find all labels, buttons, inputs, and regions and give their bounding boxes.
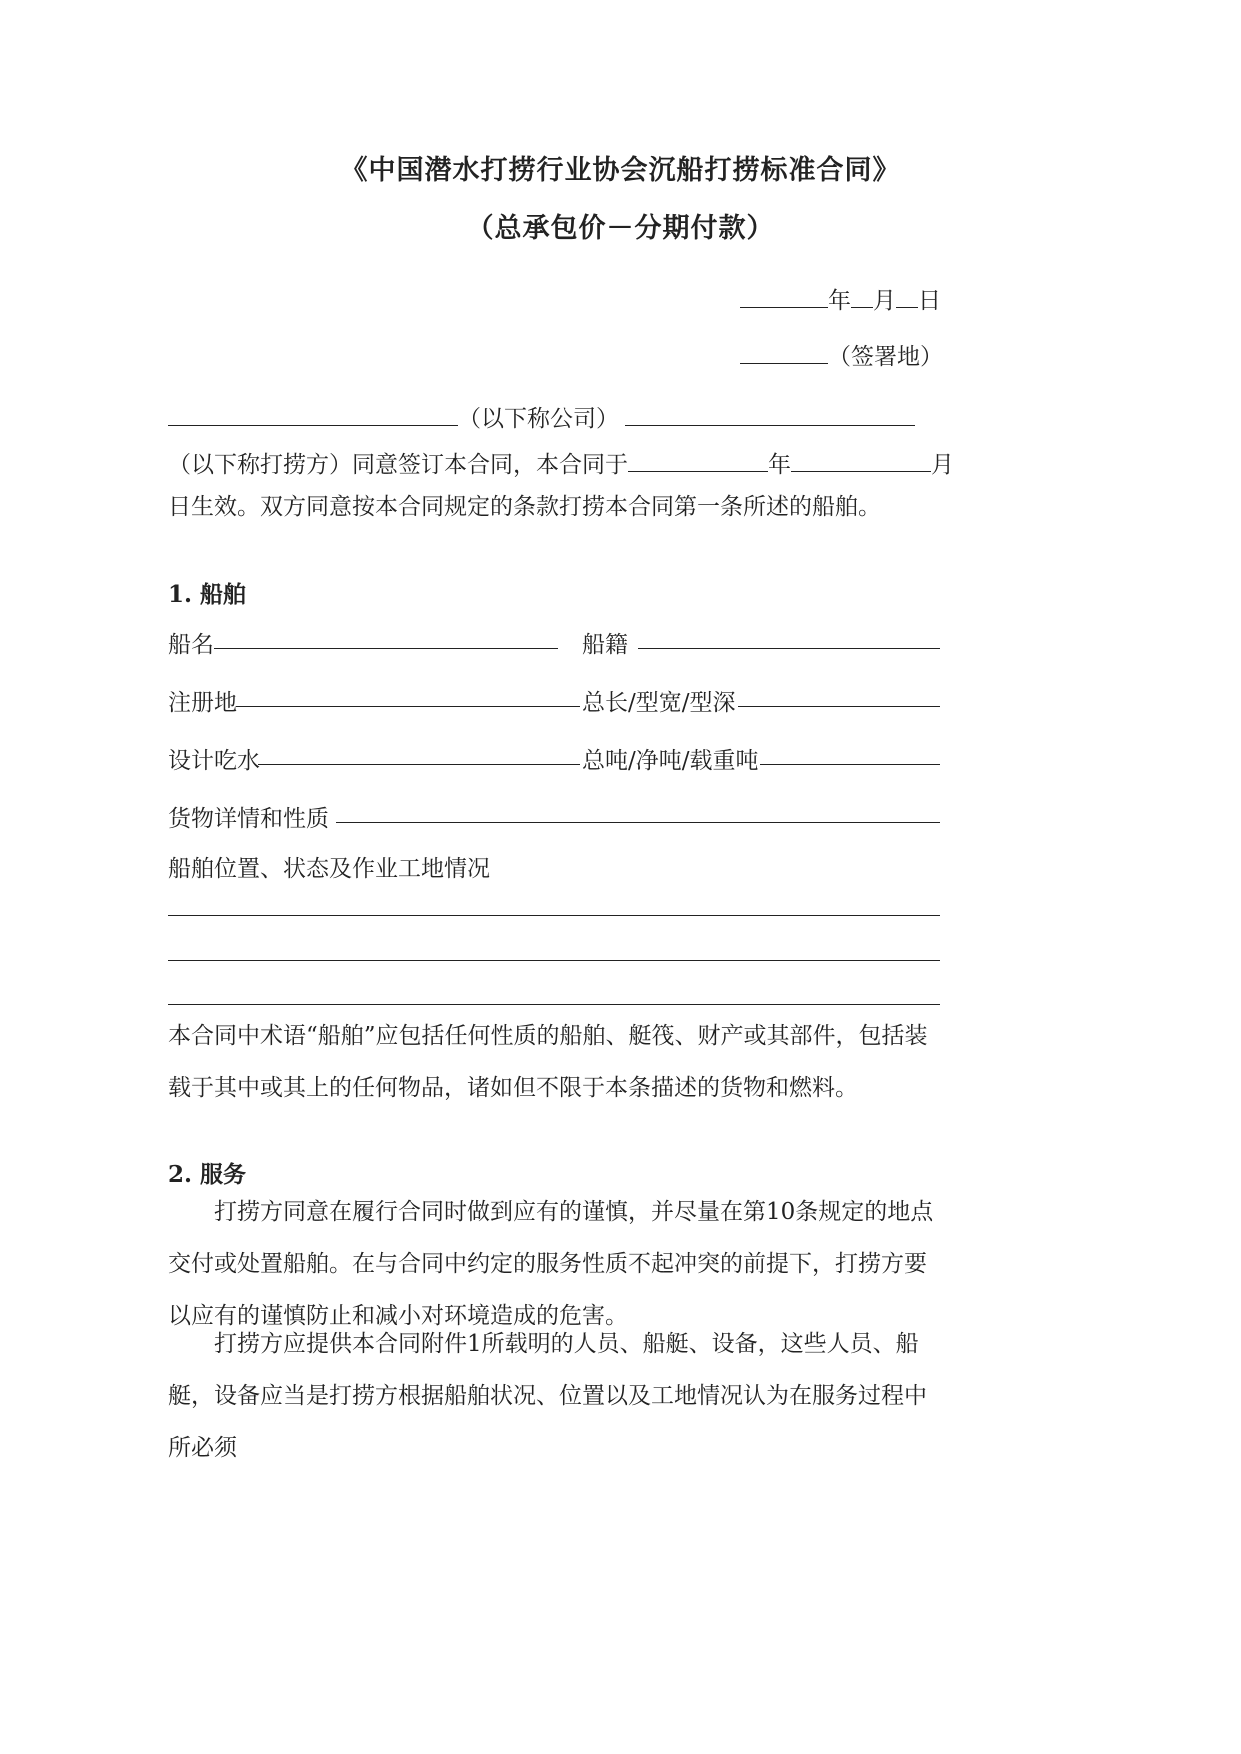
nationality-label: 船籍: [582, 632, 628, 658]
sign-place-line: [740, 338, 943, 371]
salvor-blank[interactable]: [625, 403, 915, 426]
dimensions-field[interactable]: [738, 706, 940, 707]
year-blank[interactable]: [740, 285, 828, 308]
effective-text: 日生效。双方同意按本合同规定的条款打捞本合同第一条所述的船舶。: [168, 494, 881, 520]
services-paragraph-1: 打捞方同意在履行合同时做到应有的谨慎，并尽量在第10条规定的地点交付或处置船舶。在与合同中约定的服务性质不起冲突的前提下，打捞方要以应有的谨慎防止和减小对环境造成的危害。: [168, 1199, 934, 1329]
dimensions-label: 总长/型宽/型深: [582, 690, 736, 716]
date-line: [740, 282, 941, 315]
ship-name-label: 船名: [168, 632, 214, 658]
sign-place-blank[interactable]: [740, 341, 828, 364]
effective-month-label: 月: [931, 452, 954, 478]
registry-label: 注册地: [168, 690, 237, 716]
position-field-line-1[interactable]: [168, 915, 940, 916]
company-line: [168, 400, 915, 433]
day-label: 日: [918, 288, 941, 314]
cargo-field[interactable]: [336, 822, 940, 823]
ship-name-field[interactable]: [214, 648, 558, 649]
effective-year-blank[interactable]: [628, 449, 768, 472]
salvor-label: （以下称打捞方）同意签订本合同，本合同于: [168, 452, 628, 478]
month-label: 月: [873, 288, 896, 314]
salvor-line: [168, 446, 954, 479]
company-label: （以下称公司）: [458, 406, 619, 432]
position-field-line-3[interactable]: [168, 1004, 940, 1005]
draft-label: 设计吃水: [168, 748, 260, 774]
section1-heading: 1. 船舶: [168, 581, 247, 608]
month-blank[interactable]: [851, 285, 873, 308]
company-blank[interactable]: [168, 403, 458, 426]
vessel-definition: 本合同中术语“船舶”应包括任何性质的船舶、艇筏、财产或其部件，包括装载于其中或其上的任何物品，诸如但不限于本条描述的货物和燃料。: [168, 1023, 928, 1101]
sign-place-label: （签署地）: [828, 344, 943, 370]
draft-field[interactable]: [258, 764, 580, 765]
section2-heading: 2. 服务: [168, 1161, 247, 1188]
effective-month-blank[interactable]: [791, 449, 931, 472]
position-field-line-2[interactable]: [168, 960, 940, 961]
day-blank[interactable]: [896, 285, 918, 308]
document-title: 《中国潜水打捞行业协会沉船打捞标准合同》: [340, 155, 901, 186]
year-label: 年: [828, 288, 851, 314]
position-label: 船舶位置、状态及作业工地情况: [168, 856, 490, 882]
cargo-label: 货物详情和性质: [168, 806, 329, 832]
document-subtitle: （总承包价－分期付款）: [466, 213, 775, 244]
services-paragraph-2: 打捞方应提供本合同附件1所载明的人员、船艇、设备，这些人员、船艇，设备应当是打捞方根据船舶状况、位置以及工地情况认为在服务过程中所必须: [168, 1331, 927, 1461]
nationality-field[interactable]: [638, 648, 940, 649]
tonnage-field[interactable]: [760, 764, 940, 765]
effective-year-label: 年: [768, 452, 791, 478]
registry-field[interactable]: [236, 706, 580, 707]
tonnage-label: 总吨/净吨/载重吨: [582, 748, 759, 774]
